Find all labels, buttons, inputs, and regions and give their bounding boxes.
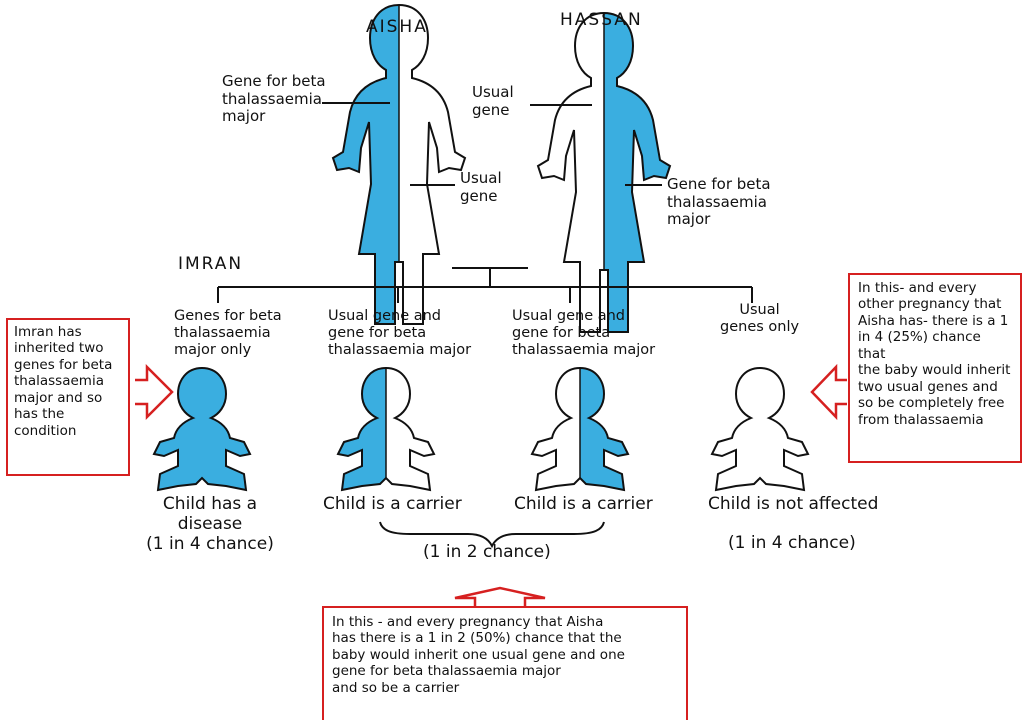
outcome-carrier-1: Child is a carrier <box>323 494 462 514</box>
imran-note-box <box>6 318 130 476</box>
hassan-usual-gene-label: Usual gene <box>472 83 514 119</box>
aisha-figure <box>333 5 465 324</box>
aisha-usual-gene-label: Usual gene <box>460 169 502 205</box>
child-4-gene-label: Usual genes only <box>720 302 800 336</box>
arrow-left-icon <box>812 367 847 417</box>
imran-note-text: Imran has inherited two genes for beta thalassaemia major and so has the condition <box>14 324 113 439</box>
child-3-gene-label: Usual gene and gene for beta thalassaemia major <box>512 308 656 359</box>
baby-affected <box>154 368 250 490</box>
child-1-gene-label: Genes for beta thalassaemia major only <box>174 308 282 359</box>
family-tree-lines <box>218 268 752 303</box>
arrow-up-icon <box>455 588 545 608</box>
baby-carrier-2 <box>532 368 628 490</box>
baby-unaffected <box>712 368 808 490</box>
aisha-name: AISHA <box>366 17 428 37</box>
hassan-name: HASSAN <box>560 10 643 30</box>
hassan-figure <box>538 13 670 332</box>
aisha-affected-gene-label: Gene for beta thalassaemia major <box>222 72 326 126</box>
outcome-disease: Child has a disease (1 in 4 chance) <box>146 494 274 555</box>
outcome-carrier-2: Child is a carrier <box>514 494 653 514</box>
imran-label: IMRAN <box>178 254 244 274</box>
hassan-affected-gene-label: Gene for beta thalassaemia major <box>667 175 771 229</box>
free-note-box <box>848 273 1022 463</box>
carrier-note-text: In this - and every pregnancy that Aisha has there is a 1 in 2 (50%) chance that the baby would inherit one usual gene and one gene for beta thalassaemia major and so be a carrier <box>332 614 625 696</box>
child-2-gene-label: Usual gene and gene for beta thalassaemia major <box>328 308 472 359</box>
baby-carrier-1 <box>338 368 434 490</box>
arrow-right-icon <box>135 367 172 417</box>
free-note-text: In this- and every other pregnancy that Aisha has- there is a 1 in 4 (25%) chance that the baby would inherit two usual genes and so be completely free from thalassaemia <box>858 280 1011 428</box>
outcome-unaffected: Child is not affected <box>708 494 879 514</box>
carrier-note-box <box>322 606 688 720</box>
outcome-unaffected-chance: (1 in 4 chance) <box>728 533 856 553</box>
outcome-carrier-chance: (1 in 2 chance) <box>423 542 551 562</box>
